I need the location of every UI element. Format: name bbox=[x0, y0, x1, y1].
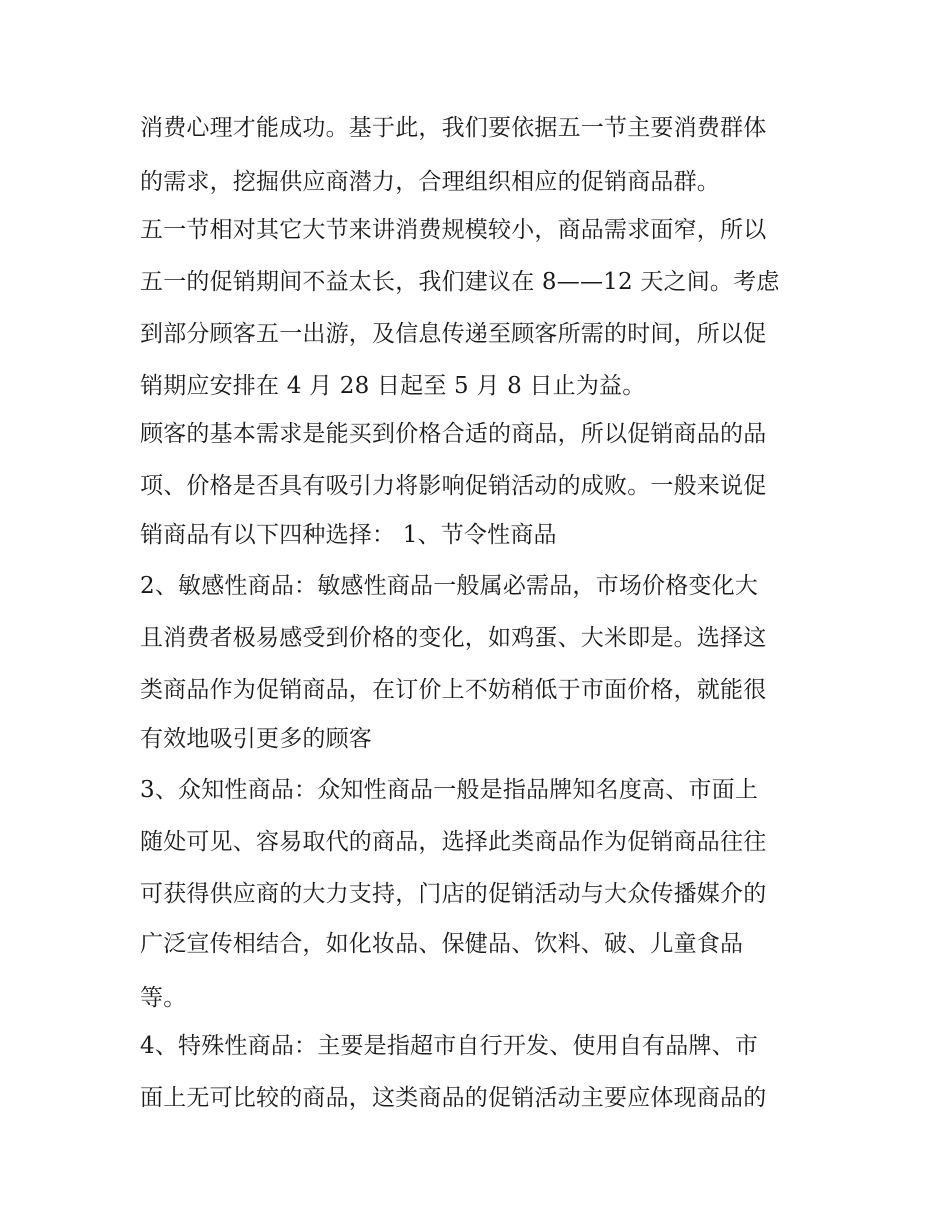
text-line: 的需求，挖掘供应商潜力，合理组织相应的促销商品群。 bbox=[140, 169, 720, 195]
text-line: 五一的促销期间不益太长，我们建议在 8——12 天之间。考虑 bbox=[140, 269, 780, 295]
text-line: 顾客的基本需求是能买到价格合适的商品，所以促销商品的品 bbox=[140, 421, 767, 447]
text-line: 随处可见、容易取代的商品，选择此类商品作为促销商品往往 bbox=[140, 829, 767, 855]
text-line: 类商品作为促销商品，在订价上不妨稍低于市面价格，就能很 bbox=[140, 677, 767, 703]
text-line: 可获得供应商的大力支持，门店的促销活动与大众传播媒介的 bbox=[140, 881, 767, 907]
text-line: 2、敏感性商品：敏感性商品一般属必需品，市场价格变化大 bbox=[140, 573, 759, 599]
text-line: 等。 bbox=[140, 985, 187, 1011]
text-line: 项、价格是否具有吸引力将影响促销活动的成败。一般来说促 bbox=[140, 473, 767, 499]
text-line: 有效地吸引更多的顾客 bbox=[140, 726, 372, 752]
text-line: 3、众知性商品：众知性商品一般是指品牌知名度高、市面上 bbox=[140, 777, 759, 803]
text-line: 到部分顾客五一出游，及信息传递至顾客所需的时间，所以促 bbox=[140, 321, 767, 347]
text-line: 消费心理才能成功。基于此，我们要依据五一节主要消费群体 bbox=[140, 115, 767, 141]
text-line: 销商品有以下四种选择： 1、节令性商品 bbox=[140, 522, 557, 548]
text-line: 销期应安排在 4 月 28 日起至 5 月 8 日止为益。 bbox=[140, 373, 646, 399]
text-line: 五一节相对其它大节来讲消费规模较小，商品需求面窄，所以 bbox=[140, 217, 767, 243]
text-line: 且消费者极易感受到价格的变化，如鸡蛋、大米即是。选择这 bbox=[140, 625, 767, 651]
text-line: 4、特殊性商品：主要是指超市自行开发、使用自有品牌、市 bbox=[140, 1033, 759, 1059]
text-line: 面上无可比较的商品，这类商品的促销活动主要应体现商品的 bbox=[140, 1085, 767, 1111]
text-line: 广泛宣传相结合，如化妆品、保健品、饮料、破、儿童食品 bbox=[140, 931, 744, 957]
